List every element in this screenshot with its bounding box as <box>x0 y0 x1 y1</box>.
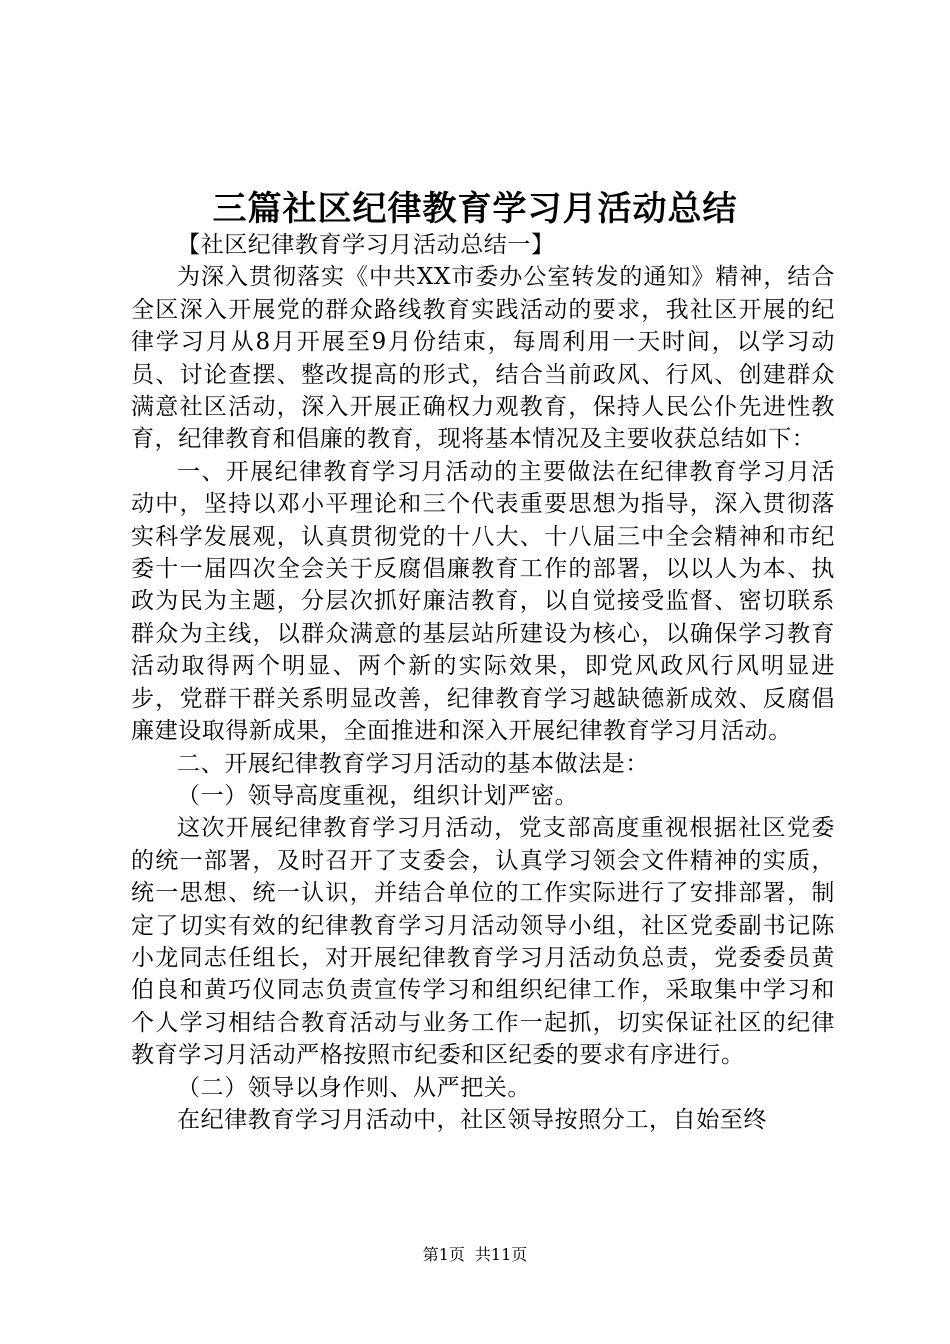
document-body <box>131 229 835 1136</box>
page-footer <box>0 1244 950 1266</box>
paragraph: 在纪律教育学习月活动中，社区领导按照分工，自始至终 <box>177 1106 767 1133</box>
paragraph: 一、开展纪律教育学习月活动的主要做法在纪律教育学习月活动中，坚持以邓小平理论和三个代表重要思想为指导，深入贯彻落实科学发展观，认真贯彻党的十八大、十八届三中全会精神和市纪委十一届四次全会关于反腐倡廉教育工作的部署，以以人为本、执政为民为主题，分层次抓好廉洁教育，以自觉接受监督、密切联系群众为主线，以群众满意的基层站所建设为核心，以确保学习教育活动取得两个明显、两个新的实际效果，即党风政风行风明显进步，党群干群关系明显改善，纪律教育学习越缺德新成效、反腐倡廉建设取得新成果，全面推进和深入开展纪律教育学习月活动。 <box>131 458 835 745</box>
document-title: 三篇社区纪律教育学习月活动总结 <box>212 189 738 229</box>
paragraph: 二、开展纪律教育学习月活动的基本做法是： <box>177 750 649 777</box>
section-heading: 【社区纪律教育学习月活动总结一】 <box>177 232 555 258</box>
subheading: （二）领导以身作则、从严把关。 <box>177 1074 531 1101</box>
paragraph: 这次开展纪律教育学习月活动，党支部高度重视根据社区党委的统一部署，及时召开了支委会，认真学习领会文件精神的实质，统一思想、统一认识，并结合单位的工作实际进行了安排部署，制定了切实有效的纪律教育学习月活动领导小组，社区党委副书记陈小龙同志任组长，对开展纪律教育学习月活动负总责，党委委员黄伯良和黄巧仪同志负责宣传学习和组织纪律工作，采取集中学习和个人学习相结合教育活动与业务工作一起抓，切实保证社区的纪律教育学习月活动严格按照市纪委和区纪委的要求有序进行。 <box>131 815 835 1069</box>
page-total: 共11页 <box>474 1245 528 1264</box>
paragraph: 为深入贯彻落实《中共XX市委办公室转发的通知》精神，结合全区深入开展党的群众路线教育实践活动的要求，我社区开展的纪律学习月从8月开展至9月份结束，每周利用一天时间，以学习动员、讨论查摆、整改提高的形式，结合当前政风、行风、创建群众满意社区活动，深入开展正确权力观教育，保持人民公仆先进性教育，纪律教育和倡廉的教育，现将基本情况及主要收获总结如下： <box>131 264 835 453</box>
subheading: （一）领导高度重视，组织计划严密。 <box>177 782 579 809</box>
page-number: 第1页 <box>422 1245 465 1264</box>
